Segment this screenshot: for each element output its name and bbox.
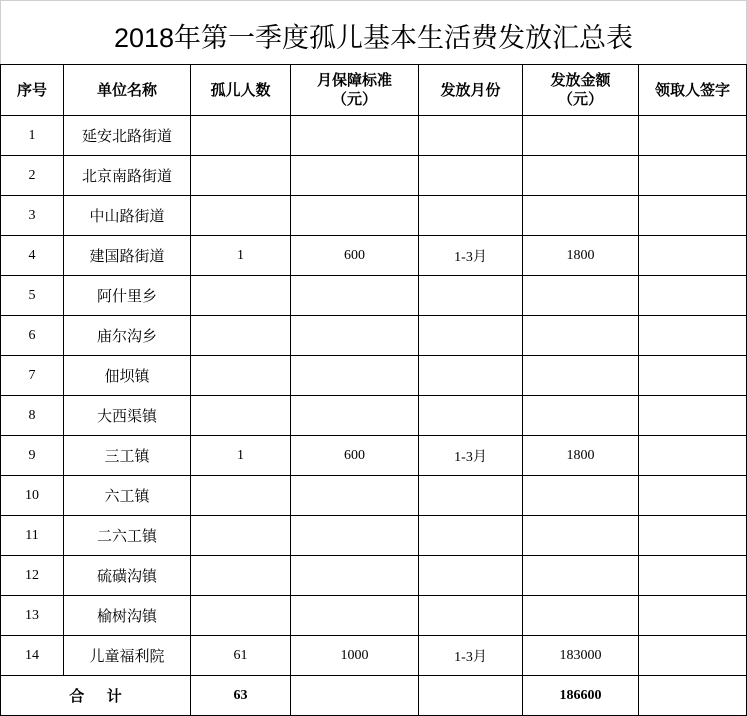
cell-count bbox=[191, 556, 290, 595]
cell-unit: 庙尔沟乡 bbox=[64, 316, 190, 355]
cell-standard bbox=[291, 156, 418, 195]
cell-count bbox=[191, 316, 290, 355]
cell-standard bbox=[291, 276, 418, 315]
total-standard bbox=[291, 676, 418, 715]
cell-months: 1-3月 bbox=[419, 236, 522, 275]
cell-amount bbox=[523, 116, 638, 155]
cell-signature bbox=[639, 276, 746, 315]
cell-standard bbox=[291, 556, 418, 595]
cell-months bbox=[419, 276, 522, 315]
cell-unit: 六工镇 bbox=[64, 476, 190, 515]
cell-standard bbox=[291, 596, 418, 635]
cell-unit: 建国路街道 bbox=[64, 236, 190, 275]
header-standard-line1: 月保障标准 bbox=[316, 72, 392, 89]
cell-unit: 延安北路街道 bbox=[64, 116, 190, 155]
header-no: 序号 bbox=[1, 65, 63, 115]
cell-count bbox=[191, 516, 290, 555]
cell-unit: 阿什里乡 bbox=[64, 276, 190, 315]
cell-standard bbox=[291, 356, 418, 395]
cell-no: 10 bbox=[1, 476, 63, 515]
cell-amount bbox=[523, 356, 638, 395]
cell-count bbox=[191, 356, 290, 395]
cell-standard bbox=[291, 516, 418, 555]
cell-count bbox=[191, 196, 290, 235]
cell-amount bbox=[523, 396, 638, 435]
cell-standard bbox=[291, 116, 418, 155]
cell-unit: 硫磺沟镇 bbox=[64, 556, 190, 595]
cell-no: 14 bbox=[1, 636, 63, 675]
cell-signature bbox=[639, 236, 746, 275]
cell-count bbox=[191, 396, 290, 435]
cell-count: 61 bbox=[191, 636, 290, 675]
cell-no: 6 bbox=[1, 316, 63, 355]
header-months: 发放月份 bbox=[419, 65, 522, 115]
cell-count bbox=[191, 596, 290, 635]
cell-count: 1 bbox=[191, 236, 290, 275]
cell-standard: 600 bbox=[291, 236, 418, 275]
cell-signature bbox=[639, 556, 746, 595]
cell-unit: 北京南路街道 bbox=[64, 156, 190, 195]
cell-months: 1-3月 bbox=[419, 436, 522, 475]
cell-signature bbox=[639, 636, 746, 675]
cell-signature bbox=[639, 116, 746, 155]
cell-months bbox=[419, 116, 522, 155]
header-count: 孤儿人数 bbox=[191, 65, 290, 115]
cell-months: 1-3月 bbox=[419, 636, 522, 675]
cell-unit: 中山路街道 bbox=[64, 196, 190, 235]
cell-months bbox=[419, 596, 522, 635]
cell-unit: 佃坝镇 bbox=[64, 356, 190, 395]
header-amount bbox=[523, 65, 638, 115]
total-label: 合 计 bbox=[1, 676, 190, 715]
total-count: 63 bbox=[191, 676, 290, 715]
cell-standard: 1000 bbox=[291, 636, 418, 675]
cell-no: 3 bbox=[1, 196, 63, 235]
cell-standard bbox=[291, 476, 418, 515]
cell-standard: 600 bbox=[291, 436, 418, 475]
cell-months bbox=[419, 516, 522, 555]
cell-count bbox=[191, 476, 290, 515]
cell-signature bbox=[639, 396, 746, 435]
cell-months bbox=[419, 476, 522, 515]
total-signature bbox=[639, 676, 746, 715]
summary-table bbox=[0, 64, 747, 716]
cell-standard bbox=[291, 396, 418, 435]
cell-no: 1 bbox=[1, 116, 63, 155]
cell-signature bbox=[639, 596, 746, 635]
cell-no: 11 bbox=[1, 516, 63, 555]
cell-months bbox=[419, 556, 522, 595]
cell-standard bbox=[291, 316, 418, 355]
header-standard-line2: （元） bbox=[331, 91, 377, 108]
cell-signature bbox=[639, 316, 746, 355]
cell-amount bbox=[523, 156, 638, 195]
header-amount-line2: （元） bbox=[557, 91, 603, 108]
cell-amount bbox=[523, 556, 638, 595]
cell-no: 2 bbox=[1, 156, 63, 195]
cell-amount bbox=[523, 476, 638, 515]
sheet-title: 2018年第一季度孤儿基本生活费发放汇总表 bbox=[0, 0, 747, 64]
cell-amount bbox=[523, 316, 638, 355]
cell-amount: 183000 bbox=[523, 636, 638, 675]
cell-months bbox=[419, 356, 522, 395]
cell-count: 1 bbox=[191, 436, 290, 475]
cell-amount: 1800 bbox=[523, 236, 638, 275]
cell-months bbox=[419, 396, 522, 435]
cell-unit: 二六工镇 bbox=[64, 516, 190, 555]
cell-no: 8 bbox=[1, 396, 63, 435]
cell-signature bbox=[639, 436, 746, 475]
cell-unit: 三工镇 bbox=[64, 436, 190, 475]
cell-amount bbox=[523, 596, 638, 635]
cell-months bbox=[419, 156, 522, 195]
header-standard bbox=[291, 65, 418, 115]
cell-count bbox=[191, 276, 290, 315]
total-months bbox=[419, 676, 522, 715]
cell-amount bbox=[523, 276, 638, 315]
cell-standard bbox=[291, 196, 418, 235]
cell-signature bbox=[639, 476, 746, 515]
cell-no: 7 bbox=[1, 356, 63, 395]
cell-count bbox=[191, 156, 290, 195]
cell-no: 13 bbox=[1, 596, 63, 635]
cell-no: 4 bbox=[1, 236, 63, 275]
cell-unit: 大西渠镇 bbox=[64, 396, 190, 435]
header-amount-line1: 发放金额 bbox=[550, 72, 611, 89]
cell-signature bbox=[639, 196, 746, 235]
cell-signature bbox=[639, 156, 746, 195]
cell-no: 5 bbox=[1, 276, 63, 315]
cell-no: 12 bbox=[1, 556, 63, 595]
cell-unit: 儿童福利院 bbox=[64, 636, 190, 675]
total-amount: 186600 bbox=[523, 676, 638, 715]
cell-months bbox=[419, 316, 522, 355]
cell-signature bbox=[639, 516, 746, 555]
cell-unit: 榆树沟镇 bbox=[64, 596, 190, 635]
cell-amount bbox=[523, 516, 638, 555]
cell-count bbox=[191, 116, 290, 155]
cell-months bbox=[419, 196, 522, 235]
cell-signature bbox=[639, 356, 746, 395]
cell-no: 9 bbox=[1, 436, 63, 475]
cell-amount bbox=[523, 196, 638, 235]
header-signature: 领取人签字 bbox=[639, 65, 746, 115]
cell-amount: 1800 bbox=[523, 436, 638, 475]
header-unit: 单位名称 bbox=[64, 65, 190, 115]
